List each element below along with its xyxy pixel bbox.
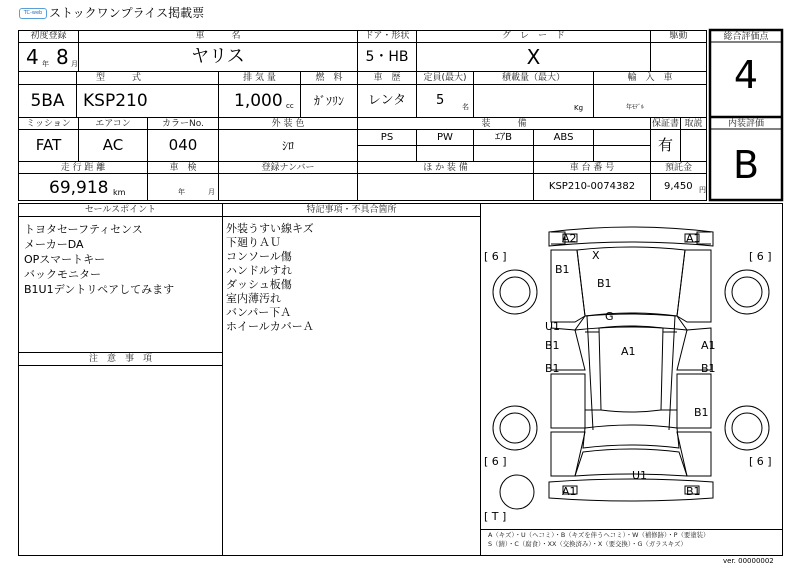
equipment-item: ABS [553, 132, 574, 143]
damage-mark: B1 [694, 406, 709, 419]
equipment-item: PW [437, 132, 453, 143]
other-equipment-label: ほ か 装 備 [423, 163, 468, 173]
warranty-value: 有 [657, 136, 673, 154]
inspection-month-unit: 月 [208, 188, 215, 196]
special-note-item: 下廻りＡＵ [226, 236, 281, 249]
damage-mark: B1 [545, 339, 560, 352]
price-unit: 円 [699, 186, 706, 194]
sales-point-item: B1U1デントリペアしてみます [24, 283, 175, 296]
grade-label: グ レ ー ド [501, 31, 565, 41]
warranty-label: 保証書 [651, 119, 679, 129]
model-value: KSP210 [83, 91, 148, 111]
mission-label: ミッション [26, 119, 71, 129]
car-name-value: ヤリス [191, 46, 245, 67]
price-label: 預託金 [664, 163, 692, 173]
sales-point-item: メーカーDA [24, 238, 84, 251]
damage-mark: A1 [621, 345, 636, 358]
damage-mark: U1 [632, 469, 648, 482]
displacement-value: 1,000 [234, 91, 283, 111]
aircon-value: AC [102, 136, 124, 154]
door-shape-label: ドア・形状 [364, 31, 410, 41]
first-reg-year-unit: 年 [42, 60, 49, 68]
damage-mark: B1 [545, 362, 560, 375]
damage-mark: B1 [686, 485, 701, 498]
load-unit: Kg [574, 104, 584, 112]
aircon-label: エアコン [95, 119, 131, 129]
interior-score: B [732, 143, 760, 187]
damage-mark: G [605, 310, 614, 323]
price-value: 9,450 [664, 181, 693, 192]
drive-label: 駆動 [669, 31, 688, 41]
sales-point-item: トヨタセーフティセンス [24, 223, 143, 236]
plate-label: 登録ナンバー [261, 163, 315, 173]
special-note-item: ハンドルすれ [226, 264, 292, 277]
model-prefix: 5BA [30, 91, 65, 111]
tire-label: [ 6 ] [749, 455, 772, 468]
fuel-label: 燃 料 [315, 73, 343, 83]
special-note-item: 外装うすい線キズ [226, 222, 314, 235]
logo-text: TC-web [23, 10, 43, 16]
first-reg-month: 8 [56, 45, 69, 69]
load-label: 積載量（最大） [501, 73, 565, 83]
mileage-value: 69,918 [49, 178, 109, 198]
fuel-value: ｶﾞｿﾘﾝ [313, 94, 344, 108]
exterior-color-value: ｼﾛ [281, 139, 294, 153]
cautions-label: 注 意 事 項 [88, 354, 152, 364]
interior-score-label: 内装評価 [727, 119, 764, 129]
sales-points-label: セールスポイント [84, 205, 157, 215]
special-note-item: ホイールカバーＡ [226, 320, 314, 333]
tire-label: [ T ] [484, 510, 507, 523]
damage-mark: B1 [701, 362, 716, 375]
damage-mark: A1 [701, 339, 716, 352]
equipment-item: ｴｱB [495, 132, 512, 143]
capacity-label: 定員(最大) [423, 73, 467, 83]
exterior-color-label: 外 装 色 [271, 119, 305, 129]
sales-point-item: バックモニター [24, 268, 101, 281]
tire-label: [ 6 ] [749, 250, 772, 263]
sales-point-item: OPスマートキー [24, 253, 106, 266]
chassis-no-value: KSP210-0074382 [548, 181, 636, 192]
equipment-item: PS [380, 132, 394, 143]
capacity-value: 5 [436, 93, 445, 108]
damage-legend [488, 531, 709, 549]
tire-label: [ 6 ] [484, 250, 507, 263]
legend-line: S（錆）・C（腐食）・XX（交換済み）・X（要交換）・G（ガラスキズ） [488, 540, 687, 548]
special-note-item: コンソール傷 [226, 250, 292, 263]
manual-label: 取説 [684, 119, 703, 129]
overall-score: 4 [733, 53, 759, 97]
damage-mark: B1 [555, 263, 570, 276]
special-notes-label: 特記事項・不具合箇所 [306, 205, 397, 215]
displacement-unit: cc [286, 102, 294, 110]
displacement-label: 排 気 量 [243, 73, 276, 83]
damage-mark: A1 [686, 232, 701, 245]
damage-mark: A2 [562, 232, 577, 245]
damage-mark: B1 [597, 277, 612, 290]
damage-mark: A1 [562, 485, 577, 498]
history-value: レンタ [367, 93, 407, 108]
inspection-label: 車 検 [169, 163, 197, 173]
mission-value: FAT [35, 136, 62, 154]
legend-line: A（キズ）・U（ヘコミ）・B（キズを伴うヘコミ）・W（補修跡）・P（要塗装） [488, 531, 710, 539]
color-no-value: 040 [168, 136, 198, 154]
mileage-unit: km [113, 188, 126, 197]
special-note-item: 室内薄汚れ [226, 292, 281, 305]
door-shape-value: 5・HB [365, 49, 409, 65]
import-label: 輸 入 車 [627, 73, 673, 83]
overall-score-label: 総合評価点 [723, 32, 769, 42]
inspection-year-unit: 年 [178, 188, 185, 196]
tire-label: [ 6 ] [484, 455, 507, 468]
damage-mark: X [592, 249, 600, 262]
model-label: 型 式 [95, 73, 141, 83]
import-model-year: 年ﾓﾃﾞﾙ [626, 104, 645, 111]
color-no-label: カラーNo. [162, 119, 204, 129]
first-reg-month-unit: 月 [71, 60, 78, 68]
history-label: 車 歴 [373, 73, 401, 83]
first-reg-year: 4 [26, 45, 39, 69]
page-title: ストックワンプライス掲載票 [49, 6, 205, 20]
damage-mark: U1 [545, 320, 561, 333]
first-reg-label: 初度登録 [30, 31, 67, 41]
car-name-label: 車 名 [195, 31, 241, 41]
version-label: ver. 00000002 [723, 557, 774, 565]
chassis-no-label: 車 台 番 号 [569, 163, 615, 173]
special-note-item: バンパー下Ａ [226, 306, 292, 319]
capacity-unit: 名 [462, 103, 469, 111]
mileage-label: 走 行 距 離 [60, 163, 106, 173]
equipment-label: 装 備 [481, 119, 527, 129]
grade-value: X [526, 45, 541, 69]
special-note-item: ダッシュ板傷 [226, 278, 292, 291]
